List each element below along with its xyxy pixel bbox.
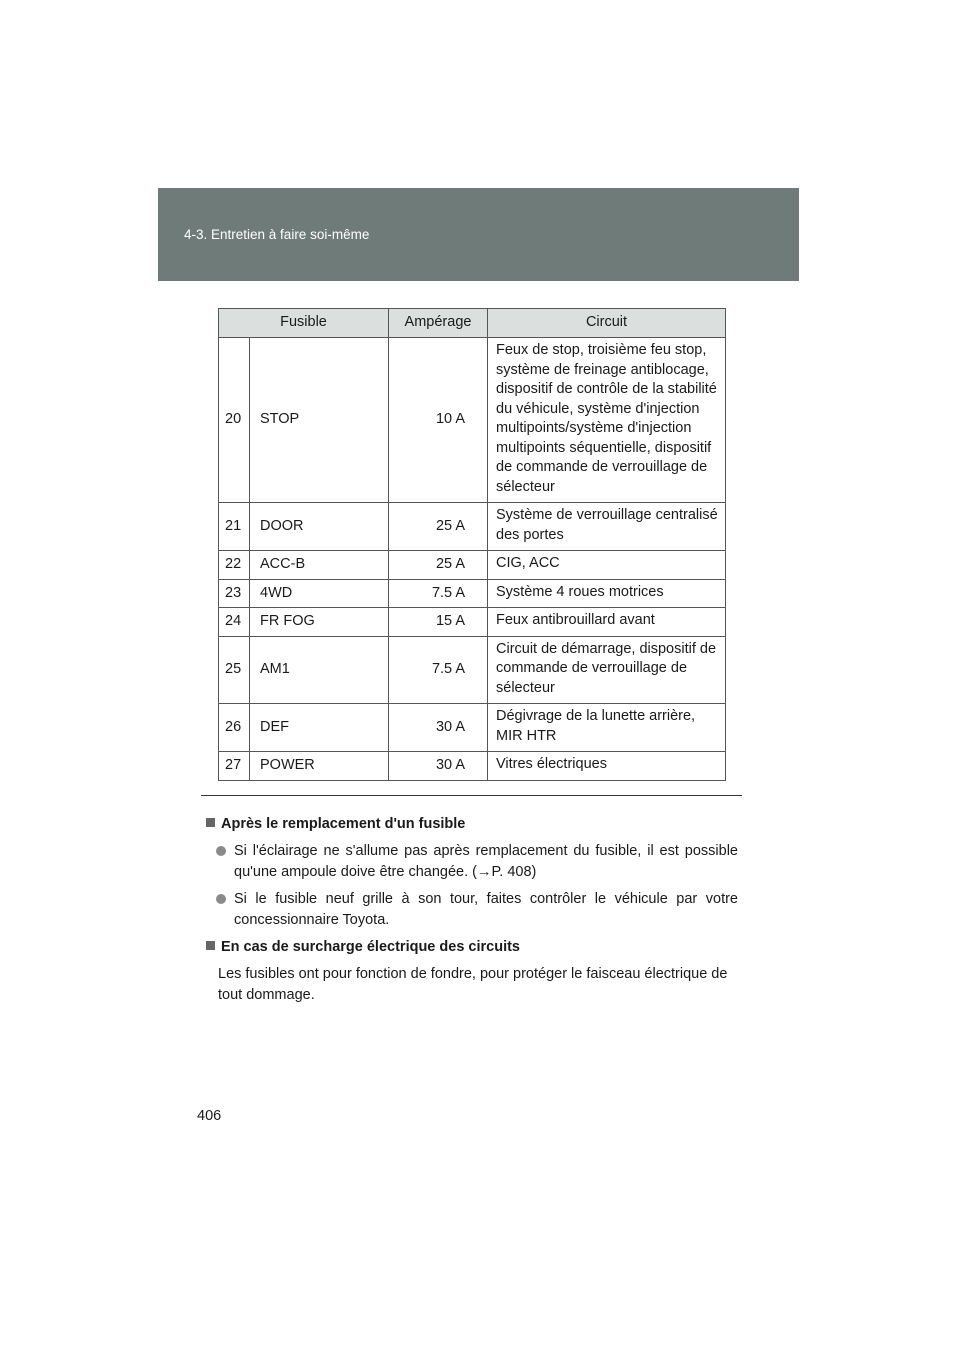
column-header-fuse: Fusible bbox=[219, 309, 389, 338]
fuse-amperage: 15 A bbox=[389, 608, 488, 637]
fuse-name: FR FOG bbox=[250, 608, 389, 637]
fuse-amperage: 10 A bbox=[389, 338, 488, 503]
fuse-name: POWER bbox=[250, 752, 389, 781]
fuse-name: 4WD bbox=[250, 579, 389, 608]
circle-bullet-icon bbox=[216, 894, 226, 904]
note-bullet-text: Si l'éclairage ne s'allume pas après remplacement du fusible, il est possible qu'une ampoule doive être changée. (→P. 408) bbox=[234, 843, 738, 880]
table-header-row bbox=[219, 309, 726, 338]
fuse-amperage: 7.5 A bbox=[389, 579, 488, 608]
note-heading-text: En cas de surcharge électrique des circuits bbox=[221, 939, 520, 955]
fuse-circuit: Vitres électriques bbox=[488, 752, 726, 781]
square-bullet-icon bbox=[206, 818, 215, 827]
page-number: 406 bbox=[197, 1108, 222, 1124]
fuse-amperage: 30 A bbox=[389, 704, 488, 752]
table-row bbox=[219, 579, 726, 608]
note-paragraph: Les fusibles ont pour fonction de fondre, pour protéger le faisceau électrique de tout dommage. bbox=[218, 966, 728, 1003]
note-bullet-text: Si le fusible neuf grille à son tour, faites contrôler le véhicule par votre concessionnaire Toyota. bbox=[234, 891, 738, 928]
square-bullet-icon bbox=[206, 941, 215, 950]
fuse-name: AM1 bbox=[250, 636, 389, 704]
fuse-name: DEF bbox=[250, 704, 389, 752]
note-heading-overload bbox=[206, 937, 738, 958]
table-row bbox=[219, 503, 726, 551]
fuse-number: 25 bbox=[219, 636, 250, 704]
section-title: 4-3. Entretien à faire soi-même bbox=[184, 227, 370, 242]
note-bullet bbox=[206, 889, 738, 931]
fuse-circuit: Circuit de démarrage, dispositif de commande de verrouillage de sélecteur bbox=[488, 636, 726, 704]
note-heading-text: Après le remplacement d'un fusible bbox=[221, 816, 466, 832]
fuse-number: 20 bbox=[219, 338, 250, 503]
fuse-number: 26 bbox=[219, 704, 250, 752]
circle-bullet-icon bbox=[216, 846, 226, 856]
fuse-number: 27 bbox=[219, 752, 250, 781]
table-row bbox=[219, 704, 726, 752]
table-row bbox=[219, 636, 726, 704]
fuse-circuit: Feux de stop, troisième feu stop, système de freinage antiblocage, dispositif de contrôle de la stabilité du véhicule, système d'injection multipoints/système d'injection multipoints séquentielle, dispositif de commande de verrouillage de sélecteur bbox=[488, 338, 726, 503]
table-row bbox=[219, 338, 726, 503]
fuse-number: 24 bbox=[219, 608, 250, 637]
table-row bbox=[219, 551, 726, 580]
notes-section bbox=[206, 814, 738, 1010]
fuse-number: 21 bbox=[219, 503, 250, 551]
note-bullet bbox=[206, 841, 738, 883]
note-heading-fuse-replacement bbox=[206, 814, 738, 835]
fuse-name: ACC-B bbox=[250, 551, 389, 580]
fuse-number: 22 bbox=[219, 551, 250, 580]
fuse-circuit: Feux antibrouillard avant bbox=[488, 608, 726, 637]
fuse-circuit: Système de verrouillage centralisé des portes bbox=[488, 503, 726, 551]
column-header-amperage: Ampérage bbox=[389, 309, 488, 338]
fuse-amperage: 25 A bbox=[389, 503, 488, 551]
header-band bbox=[158, 188, 799, 281]
table-row bbox=[219, 752, 726, 781]
fuse-table bbox=[218, 308, 726, 781]
section-divider bbox=[201, 795, 742, 796]
fuse-circuit: Système 4 roues motrices bbox=[488, 579, 726, 608]
fuse-amperage: 30 A bbox=[389, 752, 488, 781]
fuse-number: 23 bbox=[219, 579, 250, 608]
fuse-circuit: Dégivrage de la lunette arrière, MIR HTR bbox=[488, 704, 726, 752]
fuse-name: STOP bbox=[250, 338, 389, 503]
fuse-name: DOOR bbox=[250, 503, 389, 551]
fuse-amperage: 7.5 A bbox=[389, 636, 488, 704]
column-header-circuit: Circuit bbox=[488, 309, 726, 338]
fuse-amperage: 25 A bbox=[389, 551, 488, 580]
fuse-circuit: CIG, ACC bbox=[488, 551, 726, 580]
table-row bbox=[219, 608, 726, 637]
